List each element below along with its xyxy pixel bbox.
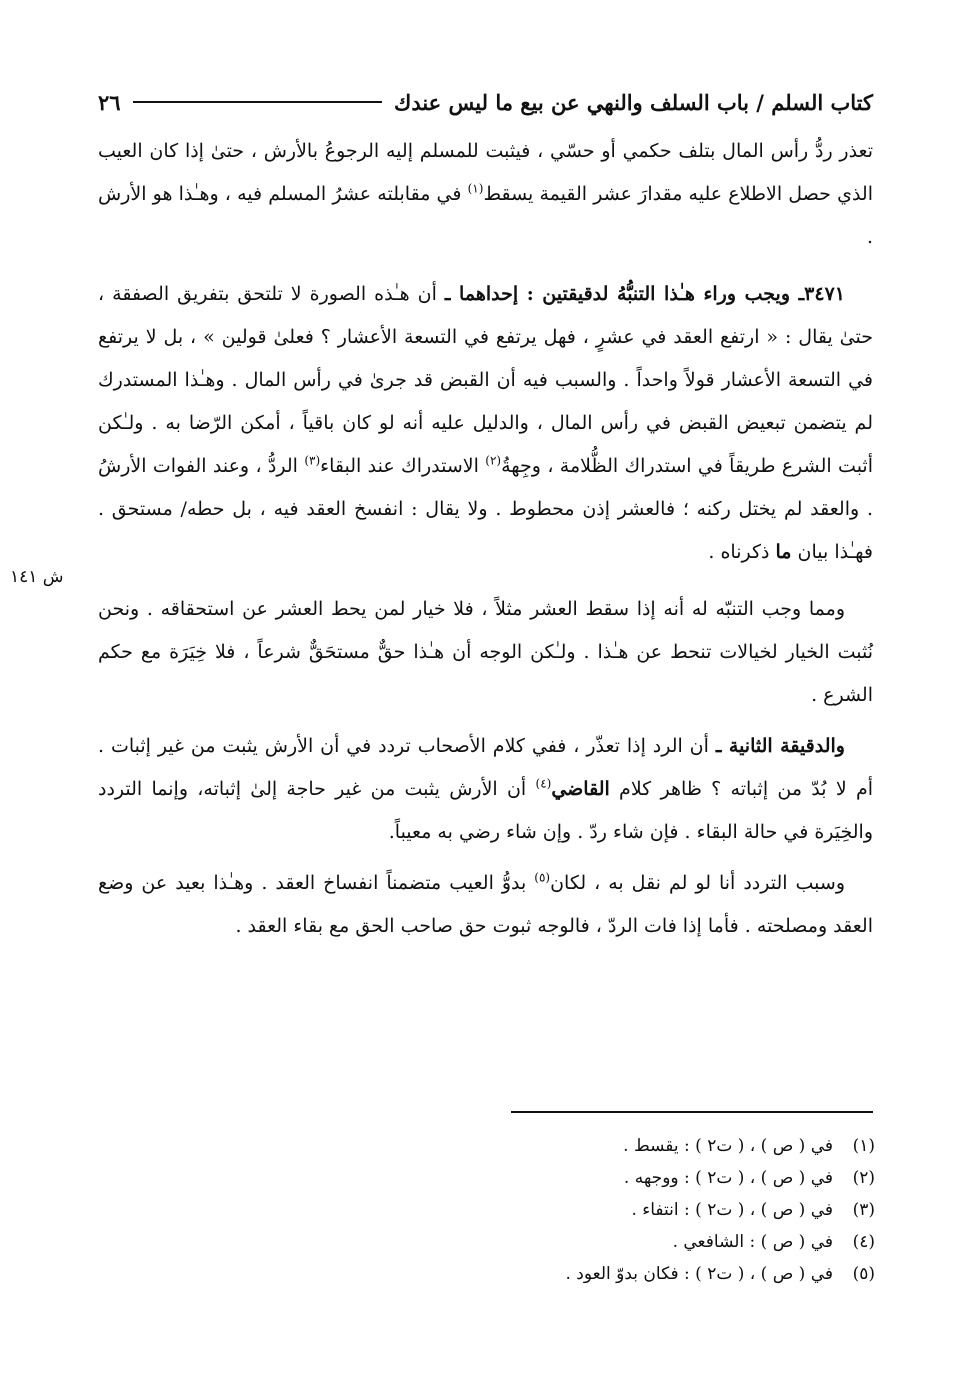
footnote-ref-2: (٢) [485,453,502,468]
footnote-text: في ( ص ) : الشافعي . [672,1232,833,1252]
main-text [98,130,873,956]
paragraph-2-bold-end: ما [775,541,792,563]
running-title: كتاب السلم / باب السلف والنهي عن بيع ما ليس عندك [394,89,873,115]
footnote-text: في ( ص ) ، ( ت٢ ) : ووجهه . [623,1168,833,1188]
paragraph-2 [98,273,873,574]
paragraph-5-text-a: وسبب التردد أنا لو لم نقل به ، لكان [550,872,845,894]
footnote [566,1136,876,1168]
header-rule [133,101,382,103]
paragraph-3: ومما وجب التنبّه له أنه إذا سقط العشر مثلاً ، فلا خيار لمن يحط العشر عن استحقاقه . ونحن نُثبت الخيار لخيالات تنحط عن هـٰذا . ولـٰكن الوجه أن هـٰذا حقٌّ مستحَقٌّ شرعاً ، فلا خِيَرَة مع حكم الشرع . [98,598,873,706]
paragraph-2-text-a: أن هـٰذه الصورة لا تلتحق بتفريق الصفقة ، حتىٰ يقال : « ارتفع العقد في عشرٍ ، فهل يرتفع في التسعة الأعشار ؟ فعلىٰ قولين » ، بل لا يرتفع في التسعة الأعشار قولاً واحداً . والسبب فيه أن القبض قد جرىٰ في رأس المال . وهـٰذا المستدرك لم يتضمن تبعيض القبض في رأس المال ، والدليل عليه أنه لو كان باقياً ، أمكن الرّضا به . ولـٰكن أثبت الشرع طريقاً في استدراك الظُّلامة ، وجِهةُ [98,283,873,477]
footnote-ref-5: (٥) [534,870,551,885]
paragraph-4 [98,725,873,854]
footnote-rule [511,1111,873,1113]
paragraph-5-text-b: بدوُّ العيب متضمناً انفساخ العقد . وهـٰذا بعيد عن وضع العقد ومصلحته . فأما إذا فات الردّ ، فالوجه ثبوت حق صاحب الحق مع بقاء العقد . [98,872,873,937]
footnote [566,1200,876,1232]
running-header [98,82,873,122]
paragraph-4-text-a: أن الرد إذا تعذّر ، ففي كلام الأصحاب تردد في أن الأرش يثبت من غير إثبات . أم لا بُدّ من إثباته ؟ ظاهر كلام [98,735,873,800]
paragraph-4-lead: والدقيقة الثانية ـ [715,735,845,757]
footnote [566,1232,876,1264]
paragraph-1-text: تعذر ردُّ رأس المال بتلف حكمي أو حسّي ، فيثبت للمسلم إليه الرجوعُ بالأرش ، حتىٰ إذا كان العيب الذي حصل الاطلاع عليه مقدارَ عشر القيمة يسقط [98,140,873,205]
paragraph-1-tail: في مقابلته عشرُ المسلم فيه ، وهـٰذا هو الأرش . [98,183,873,248]
margin-note: ش ١٤١ [10,567,64,587]
paragraph-2-text-b: الاستدراك عند البقاء [320,455,486,477]
paragraph-4-text-b: أن الأرش يثبت من غير حاجة إلىٰ إثباته، وإنما التردد والخِيَرة في حالة البقاء . فإن شاء ردّ . وإن شاء رضي به معيباً. [98,778,873,843]
paragraph-2-lead: ويجب وراء هـٰذا التنبُّهُ لدقيقتين : إحداهما ـ [444,283,799,305]
paragraph-5 [98,862,873,948]
footnote-ref-1: (١) [467,181,484,196]
paragraph-4-bold: القاضي [551,778,610,800]
footnote [566,1168,876,1200]
page-number: ٢٦ [98,89,121,115]
footnote-number: (٤) [852,1232,875,1252]
paragraph-2-text-c: الردُّ ، وعند الفوات الأرشُ . والعقد لم يختل ركنه ؛ فالعشر إذن محطوط . ولا يقال : انفسخ العقد فيه ، بل حطه/ مستحق . فهـٰذا بيان [98,455,873,563]
footnote-number: (٥) [852,1264,875,1284]
footnote-text: في ( ص ) ، ( ت٢ ) : فكان بدوّ العود . [565,1264,833,1284]
footnote-number: (٣) [852,1200,875,1220]
paragraph-1 [98,130,873,259]
footnote-text: في ( ص ) ، ( ت٢ ) : يقسط . [623,1136,833,1156]
footnote-ref-4: (٤) [535,776,552,791]
footnote [566,1264,876,1296]
paragraph-2-text-d: ذكرناه . [708,541,776,563]
footnote-ref-3: (٣) [304,453,321,468]
footnote-number: (١) [852,1136,875,1156]
footnote-number: (٢) [852,1168,875,1188]
footnotes [566,1136,876,1296]
section-number: ٣٤٧١ـ [798,283,845,305]
footnote-text: في ( ص ) ، ( ت٢ ) : انتفاء . [631,1200,833,1220]
